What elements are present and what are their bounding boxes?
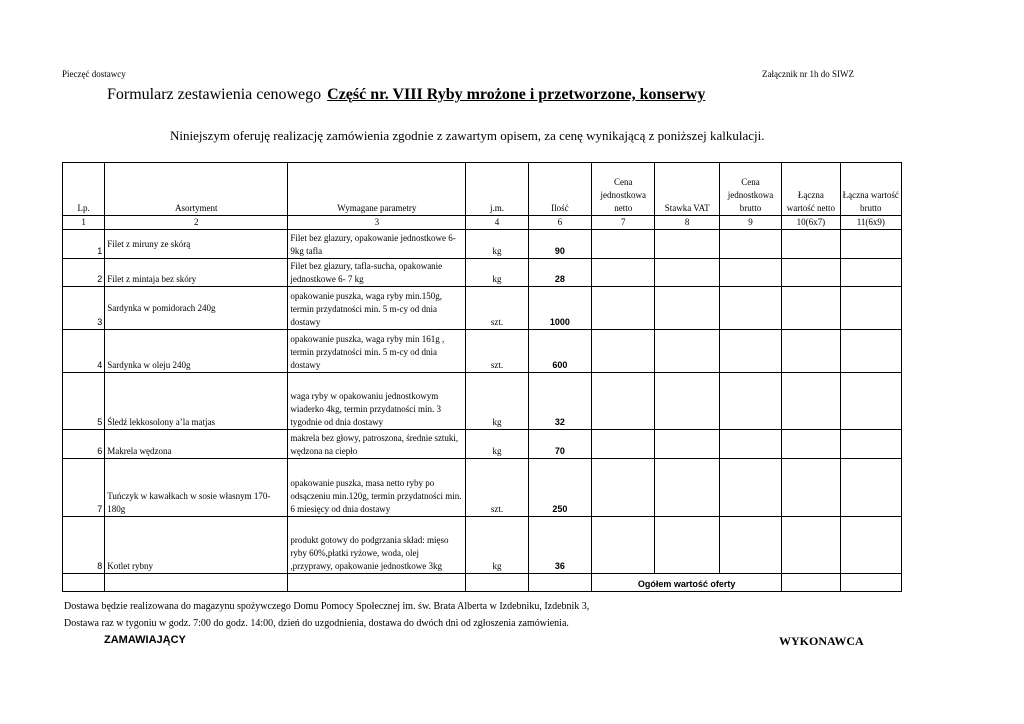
annex-label: Załącznik nr 1h do SIWZ <box>762 69 854 79</box>
total-net-input-cell[interactable] <box>782 230 840 259</box>
vat-input-cell[interactable] <box>655 259 719 287</box>
vat-input-cell[interactable] <box>655 230 719 259</box>
vat-input-cell[interactable] <box>655 517 719 574</box>
row-unit: kg <box>466 430 528 459</box>
total-blank-cell <box>528 574 591 592</box>
total-gross-input-cell[interactable] <box>840 430 901 459</box>
col-header-vat: Stawka VAT <box>655 163 719 216</box>
row-assortment: Śledź lekkosolony a’la matjas <box>105 373 288 430</box>
row-assortment: Filet z mintaja bez skóry <box>105 259 288 287</box>
vat-input-cell[interactable] <box>655 430 719 459</box>
gross-price-input-cell[interactable] <box>719 430 781 459</box>
row-unit: kg <box>466 517 528 574</box>
total-gross-input-cell[interactable] <box>840 287 901 330</box>
total-gross-input-cell[interactable] <box>840 459 901 517</box>
row-params: opakowanie puszka, waga ryby min.150g, termin przydatności min. 5 m-cy od dnia dostawy <box>288 287 466 330</box>
table-row <box>63 287 902 330</box>
total-blank-cell <box>63 574 105 592</box>
gross-price-input-cell[interactable] <box>719 517 781 574</box>
row-params: waga ryby w opakowaniu jednostkowym wiaderko 4kg, termin przydatności min. 3 tygodnie od dnia dostawy <box>288 373 466 430</box>
row-lp: 2 <box>63 259 105 287</box>
delivery-schedule-note: Dostawa raz w tygoniu w godz. 7:00 do godz. 14:00, dzień do uzgodnienia, dostawa do dwóch dni od zgłoszenia zamówienia. <box>64 618 569 629</box>
row-lp: 5 <box>63 373 105 430</box>
col-header-unit: j.m. <box>466 163 528 216</box>
total-blank-cell <box>105 574 288 592</box>
row-qty: 36 <box>528 517 591 574</box>
intro-text: Niniejszym oferuję realizację zamówienia zgodnie z zawartym opisem, za cenę wynikającą z poniższej kalkulacji. <box>170 128 765 143</box>
total-blank-cell <box>466 574 528 592</box>
form-title-prefix: Formularz zestawienia cenowego <box>107 86 322 103</box>
price-input-cell[interactable] <box>592 459 655 517</box>
row-params: produkt gotowy do podgrzania skład: mięso ryby 60%,płatki ryżowe, woda, olej ,przyprawy, opakowanie jednostkowe 3kg <box>288 517 466 574</box>
col-number: 8 <box>655 216 719 230</box>
gross-price-input-cell[interactable] <box>719 259 781 287</box>
total-net-input-cell[interactable] <box>782 517 840 574</box>
row-qty: 90 <box>528 230 591 259</box>
col-header-unit-net: Cena jednostkowa netto <box>592 163 655 216</box>
table-row <box>63 330 902 373</box>
price-input-cell[interactable] <box>592 517 655 574</box>
gross-price-input-cell[interactable] <box>719 287 781 330</box>
column-number-row <box>63 216 902 230</box>
table-row <box>63 230 902 259</box>
form-title <box>107 86 705 104</box>
price-table <box>62 162 902 592</box>
col-header-qty: Ilość <box>528 163 591 216</box>
row-params: makrela bez głowy, patroszona, średnie sztuki, wędzona na ciepło <box>288 430 466 459</box>
col-number: 7 <box>592 216 655 230</box>
col-number: 1 <box>63 216 105 230</box>
row-unit: kg <box>466 230 528 259</box>
col-header-lp: Lp. <box>63 163 105 216</box>
price-input-cell[interactable] <box>592 287 655 330</box>
row-assortment: Makrela wędzona <box>105 430 288 459</box>
price-input-cell[interactable] <box>592 230 655 259</box>
total-net-input-cell[interactable] <box>782 459 840 517</box>
price-input-cell[interactable] <box>592 330 655 373</box>
table-row <box>63 373 902 430</box>
price-input-cell[interactable] <box>592 259 655 287</box>
col-number: 6 <box>528 216 591 230</box>
orderer-signature-label: ZAMAWIAJĄCY <box>104 634 186 646</box>
delivery-place-note: Dostawa będzie realizowana do magazynu spożywczego Domu Pomocy Społecznej im. św. Brata Alberta w Izdebniku, Izdebnik 3, <box>64 601 590 612</box>
row-unit: kg <box>466 259 528 287</box>
row-lp: 7 <box>63 459 105 517</box>
total-net-input-cell[interactable] <box>782 330 840 373</box>
row-lp: 4 <box>63 330 105 373</box>
total-gross-input-cell[interactable] <box>840 330 901 373</box>
row-assortment: Tuńczyk w kawałkach w sosie własnym 170-180g <box>105 459 288 517</box>
vat-input-cell[interactable] <box>655 287 719 330</box>
row-qty: 1000 <box>528 287 591 330</box>
total-gross-input-cell[interactable] <box>840 517 901 574</box>
col-number: 9 <box>719 216 781 230</box>
price-input-cell[interactable] <box>592 373 655 430</box>
table-row <box>63 259 902 287</box>
row-unit: kg <box>466 373 528 430</box>
total-gross-input-cell[interactable] <box>840 259 901 287</box>
row-unit: szt. <box>466 287 528 330</box>
supplier-stamp-label: Pieczęć dostawcy <box>62 69 126 79</box>
price-input-cell[interactable] <box>592 430 655 459</box>
total-net-input-cell[interactable] <box>782 259 840 287</box>
row-qty: 70 <box>528 430 591 459</box>
row-lp: 8 <box>63 517 105 574</box>
gross-price-input-cell[interactable] <box>719 330 781 373</box>
total-net-sum-cell[interactable] <box>782 574 840 592</box>
table-row <box>63 517 902 574</box>
row-unit: szt. <box>466 330 528 373</box>
row-assortment: Sardynka w oleju 240g <box>105 330 288 373</box>
row-assortment: Filet z miruny ze skórą <box>105 230 288 259</box>
gross-price-input-cell[interactable] <box>719 373 781 430</box>
col-header-total-gross: Łączna wartość brutto <box>840 163 901 216</box>
row-qty: 32 <box>528 373 591 430</box>
row-qty: 600 <box>528 330 591 373</box>
total-row <box>63 574 902 592</box>
gross-price-input-cell[interactable] <box>719 459 781 517</box>
total-gross-sum-cell[interactable] <box>840 574 901 592</box>
total-net-input-cell[interactable] <box>782 287 840 330</box>
col-number: 10(6x7) <box>782 216 840 230</box>
row-params: Filet bez glazury, opakowanie jednostkowe 6-9kg tafla <box>288 230 466 259</box>
row-lp: 3 <box>63 287 105 330</box>
contractor-signature-label: WYKONAWCA <box>779 634 864 648</box>
row-qty: 28 <box>528 259 591 287</box>
col-header-unit-gross: Cena jednostkowa brutto <box>719 163 781 216</box>
row-unit: szt. <box>466 459 528 517</box>
form-title-part: Część nr. VIII Ryby mrożone i przetworzone, konserwy <box>327 86 706 103</box>
col-number: 2 <box>105 216 288 230</box>
col-number: 11(6x9) <box>840 216 901 230</box>
col-header-assortment: Asortyment <box>105 163 288 216</box>
col-number: 4 <box>466 216 528 230</box>
total-gross-input-cell[interactable] <box>840 230 901 259</box>
row-assortment: Kotlet rybny <box>105 517 288 574</box>
table-row <box>63 430 902 459</box>
row-lp: 1 <box>63 230 105 259</box>
vat-input-cell[interactable] <box>655 459 719 517</box>
total-net-input-cell[interactable] <box>782 430 840 459</box>
table-row <box>63 459 902 517</box>
table-header-row <box>63 163 902 216</box>
gross-price-input-cell[interactable] <box>719 230 781 259</box>
total-offer-label: Ogółem wartość oferty <box>592 574 782 592</box>
total-net-input-cell[interactable] <box>782 373 840 430</box>
row-params: opakowanie puszka, masa netto ryby po odsączeniu min.120g, termin przydatności min. 6 miesięcy od dnia dostawy <box>288 459 466 517</box>
total-blank-cell <box>288 574 466 592</box>
vat-input-cell[interactable] <box>655 330 719 373</box>
row-lp: 6 <box>63 430 105 459</box>
row-params: opakowanie puszka, waga ryby min 161g , termin przydatności min. 5 m-cy od dnia dostawy <box>288 330 466 373</box>
col-number: 3 <box>288 216 466 230</box>
col-header-params: Wymagane parametry <box>288 163 466 216</box>
row-params: Filet bez glazury, tafla-sucha, opakowanie jednostkowe 6- 7 kg <box>288 259 466 287</box>
col-header-total-net: Łączna wartość netto <box>782 163 840 216</box>
total-gross-input-cell[interactable] <box>840 373 901 430</box>
vat-input-cell[interactable] <box>655 373 719 430</box>
row-assortment: Sardynka w pomidorach 240g <box>105 287 288 330</box>
row-qty: 250 <box>528 459 591 517</box>
